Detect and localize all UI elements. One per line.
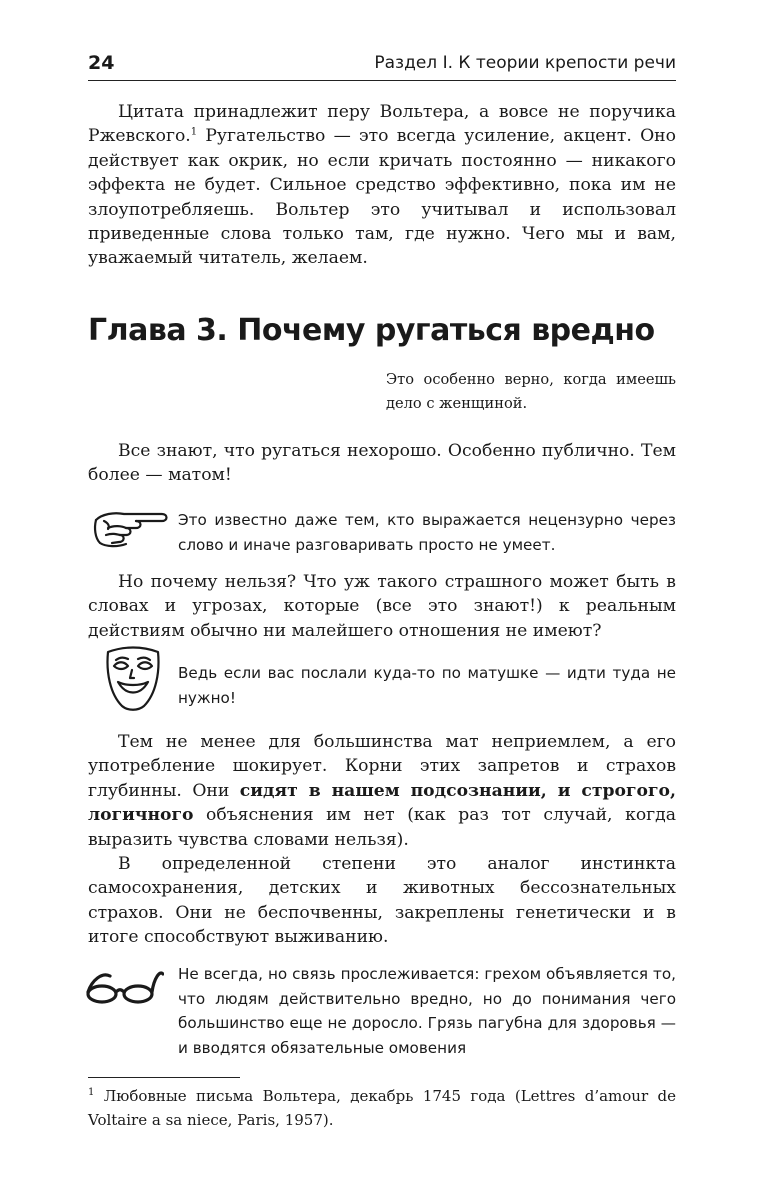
comedy-mask-icon: [104, 646, 162, 712]
footnote-text: Любовные письма Вольтера, декабрь 1745 года (Lettres d’amour de Voltaire a sa niece, Paris, 1957).: [88, 1087, 676, 1129]
paragraph-3: [88, 730, 676, 852]
intro-text-2: Ругательство — это всегда усиление, акцент. Оно действует как окрик, но если кричать постоянно — никакого эффекта не будет. Сильное средство эффективно, пока им не злоупотребляешь. Вольтер это учитывал и использовал приведенные слова только там, где нужно. Чего мы и вам, уважаемый читатель, желаем.: [88, 126, 676, 269]
footnote-marker: 1: [88, 1087, 95, 1098]
chapter-title: Глава 3. Почему ругаться вредно: [88, 313, 655, 348]
paragraph-3-bold: сидят в нашем подсознании, и строгого, логичного: [88, 780, 676, 826]
footnote-rule: [88, 1077, 240, 1078]
running-title: Раздел I. К теории крепости речи: [374, 53, 676, 73]
footnote-ref[interactable]: 1: [190, 126, 198, 138]
paragraph-3-text-1: Тем не менее для большинства мат неприемлем, а его употребление шокирует. Корни этих запретов и страхов глубинны. Они: [88, 732, 676, 801]
paragraph-3-text-2: объяснения им нет (как раз тот случай, когда выразить чувства словами нельзя).: [88, 805, 676, 850]
epigraph: Это особенно верно, когда имеешь дело с женщиной.: [386, 371, 676, 412]
footnote: [88, 1084, 676, 1132]
running-header: [88, 50, 676, 81]
intro-paragraph: [88, 100, 676, 271]
glasses-icon: [84, 966, 164, 1006]
note-glasses: Не всегда, но связь прослеживается: грехом объявляется то, что людям действительно вредно, но до понимания чего большинство еще не доросло. Грязь пагубна для здоровья — и вводятся обязательные омовения: [178, 965, 676, 1057]
paragraph-4: В определенной степени это аналог инстинкта самосохранения, детских и животных бессознательных страхов. Они не беспочвенны, закреплены генетически и в итоге способствуют выживанию.: [88, 854, 676, 948]
note-mask: Ведь если вас послали куда-то по матушке — идти туда не нужно!: [178, 664, 676, 707]
paragraph-2: Но почему нельзя? Что уж такого страшного может быть в словах и угрозах, которые (все это знают!) к реальным действиям обычно ни малейшего отношения не имеют?: [88, 572, 676, 641]
note-pointing-hand: Это известно даже тем, кто выражается нецензурно через слово и иначе разговаривать просто не умеет.: [178, 511, 676, 554]
page-number: 24: [88, 52, 115, 74]
intro-text-1: Цитата принадлежит перу Вольтера, а вовсе не поручика Ржевского.: [88, 102, 676, 147]
pointing-hand-icon: [92, 506, 172, 550]
paragraph-1: Все знают, что ругаться нехорошо. Особенно публично. Тем более — матом!: [88, 441, 676, 486]
